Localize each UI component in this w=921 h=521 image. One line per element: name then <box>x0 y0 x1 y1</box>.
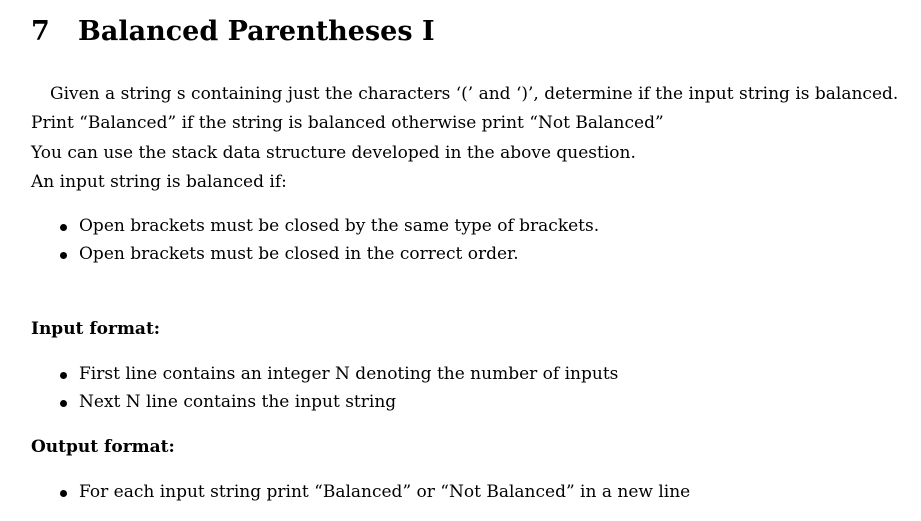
output-format-heading: Output format: <box>31 437 175 457</box>
list-item-text: First line contains an integer N denoting the number of inputs <box>79 364 619 384</box>
list-item <box>58 241 599 269</box>
bullet-icon <box>60 400 67 407</box>
balance-rules-list <box>58 213 599 268</box>
list-item <box>58 213 599 241</box>
description-line-4: An input string is balanced if: <box>31 172 287 192</box>
section-title: Balanced Parentheses I <box>78 16 435 47</box>
input-format-list <box>58 361 618 416</box>
description-line-3: You can use the stack data structure developed in the above question. <box>31 143 636 163</box>
bullet-icon <box>60 252 67 259</box>
bullet-icon <box>60 224 67 231</box>
list-item <box>58 479 690 507</box>
section-heading <box>31 14 435 50</box>
list-item-text: For each input string print “Balanced” or “Not Balanced” in a new line <box>79 482 691 502</box>
list-item <box>58 361 618 389</box>
bullet-icon <box>60 372 67 379</box>
list-item <box>58 389 618 417</box>
list-item-text: Open brackets must be closed in the correct order. <box>79 243 519 264</box>
bullet-icon <box>60 490 67 497</box>
description-line-1: Given a string s containing just the characters ‘(’ and ‘)’, determine if the input string is balanced. <box>50 84 899 104</box>
list-item-text: Open brackets must be closed by the same type of brackets. <box>79 216 600 236</box>
input-format-heading: Input format: <box>31 319 161 339</box>
list-item-text: Next N line contains the input string <box>79 391 397 412</box>
output-format-list <box>58 479 690 507</box>
section-number: 7 <box>31 16 50 47</box>
description-line-2: Print “Balanced” if the string is balanced otherwise print “Not Balanced” <box>31 113 664 133</box>
